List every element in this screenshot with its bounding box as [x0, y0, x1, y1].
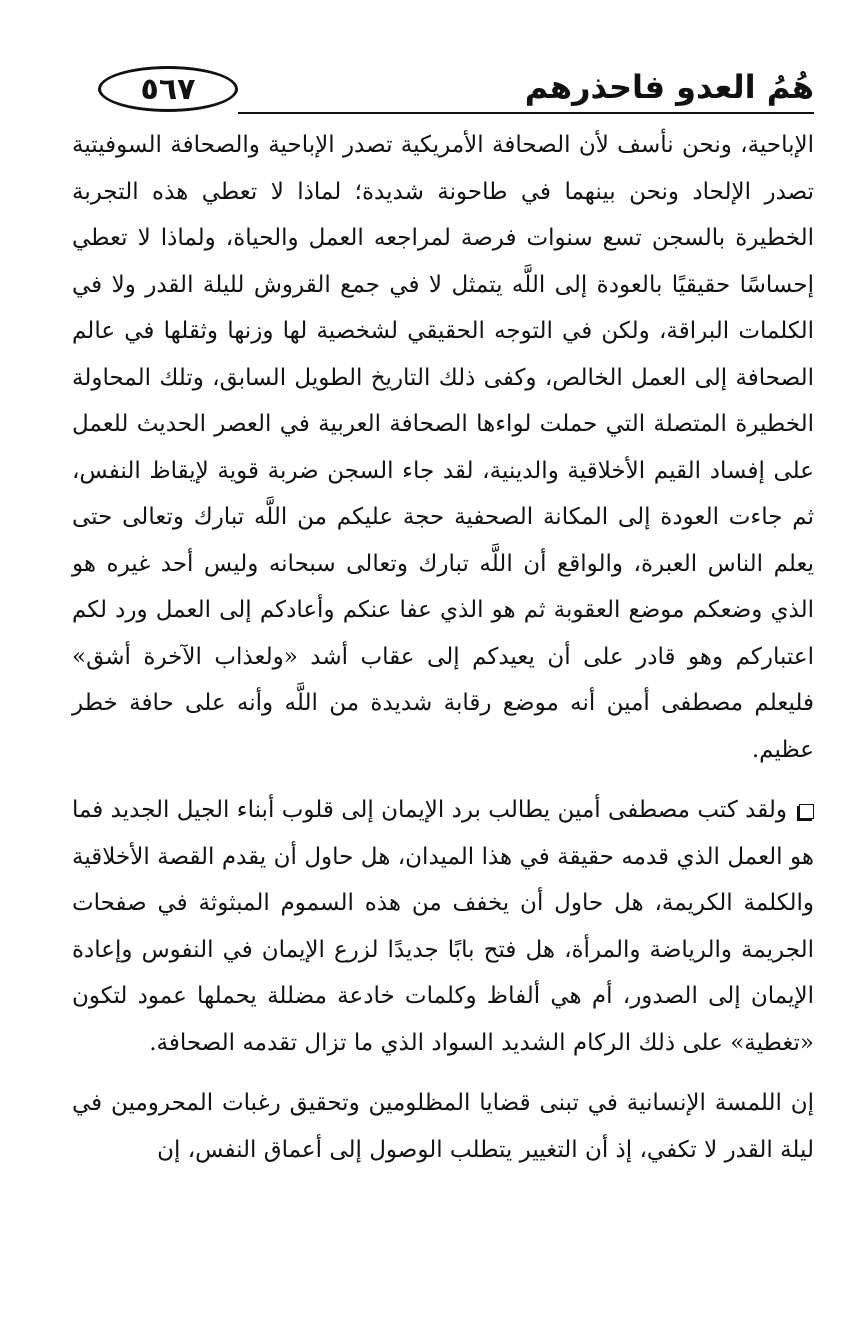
paragraph-1	[72, 122, 814, 773]
paragraph-text: ولقد كتب مصطفى أمين يطالب برد الإيمان إلى قلوب أبناء الجيل الجديد فما هو العمل الذي قدمه حقيقة في هذا الميدان، هل حاول أن يقدم القصة الأخلاقية والكلمة الكريمة، هل حاول أن يخفف من هذه السموم المبثوثة في صفحات الجريمة والرياضة والمرأة، هل فتح بابًا جديدًا لزرع الإيمان في النفوس وإعادة الإيمان إلى الصدور، أم هي ألفاظ وكلمات خادعة مضللة يحملها عمود لتكون «تغطية» على ذلك الركام الشديد السواد الذي ما تزال تقدمه الصحافة.	[72, 797, 814, 1056]
running-title: هُمُ العدو فاحذرهم	[524, 68, 814, 106]
paragraph-text: الإباحية، ونحن نأسف لأن الصحافة الأمريكية تصدر الإباحية والصحافة السوفيتية تصدر الإلحاد ونحن بينهما في طاحونة شديدة؛ لماذا لا تعطي هذه التجربة الخطيرة بالسجن تسع سنوات فرصة لمراجعه العمل والحياة، ولماذا لا تعطي إحساسًا حقيقيًا بالعودة إلى اللَّه يتمثل لا في جمع القروش لليلة القدر ولا في الكلمات البراقة، ولكن في التوجه الحقيقي لشخصية لها وزنها وثقلها في عالم الصحافة إلى العمل الخالص، وكفى ذلك التاريخ الطويل السابق، وتلك المحاولة الخطيرة المتصلة التي حملت لواءها الصحافة العربية في العصر الحديث للعمل على إفساد القيم الأخلاقية والدينية، لقد جاء السجن ضربة قوية لإيقاظ النفس، ثم جاءت العودة إلى المكانة الصحفية حجة عليكم من اللَّه تبارك وتعالى حتى يعلم الناس العبرة، والواقع أن اللَّه تبارك وتعالى سبحانه وليس أحد غيره هو الذي وضعكم موضع العقوبة ثم هو الذي عفا عنكم وأعادكم إلى العمل ورد لكم اعتباركم وهو قادر على أن يعيدكم إلى عقاب أشد «ولعذاب الآخرة أشق» فليعلم مصطفى أمين أنه موضع رقابة شديدة من اللَّه وأنه على حافة خطر عظيم.	[72, 132, 814, 763]
page-number-badge	[98, 66, 238, 112]
paragraph-3	[72, 1080, 814, 1173]
checkbox-icon	[799, 804, 814, 819]
body-text	[72, 122, 814, 1173]
paragraph-text: إن اللمسة الإنسانية في تبنى قضايا المظلومين وتحقيق رغبات المحرومين في ليلة القدر لا تكفي، إذ أن التغيير يتطلب الوصول إلى أعماق النفس، إن	[72, 1090, 814, 1163]
page-header	[62, 58, 814, 118]
header-rule	[238, 112, 814, 114]
page-number: ٥٦٧	[140, 71, 196, 107]
paragraph-2	[72, 787, 814, 1066]
